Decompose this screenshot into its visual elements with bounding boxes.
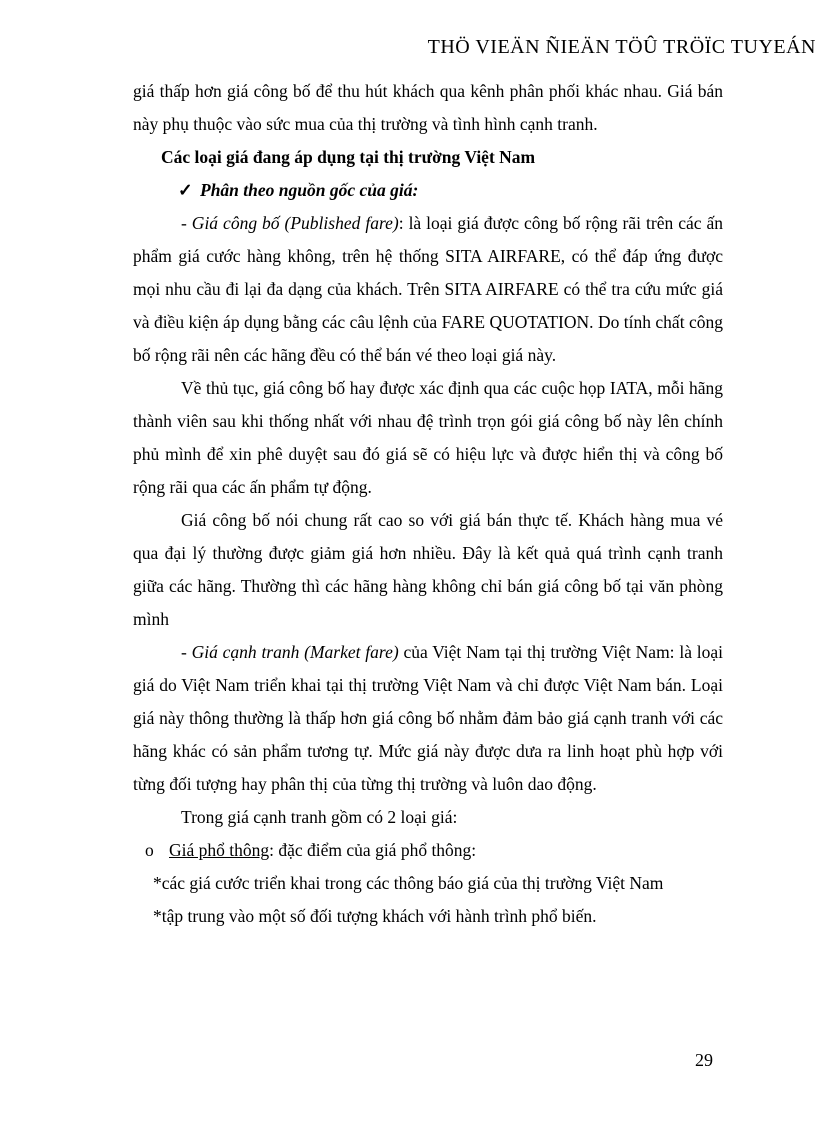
- star-line-1: *các giá cước triển khai trong các thông báo giá của thị trường Việt Nam: [153, 873, 664, 893]
- paragraph-intro: giá thấp hơn giá công bố để thu hút khách qua kênh phân phối khác nhau. Giá bán này phụ thuộc vào sức mua của thị trường và tình hình cạnh tranh.: [133, 81, 723, 134]
- section-heading: Các loại giá đang áp dụng tại thị trường Việt Nam: [161, 147, 536, 167]
- paragraph-types: Trong giá cạnh tranh gồm có 2 loại giá:: [181, 807, 458, 827]
- published-fare-text: : là loại giá được công bố rộng rãi trên các ấn phẩm giá cước hàng không, trên hệ thống SITA AIRFARE, có thể đáp ứng được mọi nhu cầu đi lại đa dạng của khách. Trên SITA AIRFARE có thể tra cứu mức giá và điều kiện áp dụng bằng các câu lệnh của FARE QUOTATION. Do tính chất công bố rộng rãi nên các hãng đều có thể bán vé theo loại giá này.: [133, 213, 723, 365]
- market-fare-text: của Việt Nam tại thị trường Việt Nam: là loại giá do Việt Nam triển khai tại thị trường Việt Nam và chỉ được Việt Nam bán. Loại giá này thông thường là thấp hơn giá công bố nhằm đảm bảo giá cạnh tranh với các hãng khác có sản phẩm tương tự. Mức giá này được dưa ra linh hoạt phù hợp với từng đối tượng hay phân thị của từng thị trường và luôn dao động.: [133, 642, 723, 794]
- library-header: THÖ VIEÄN ÑIEÄN TÖÛ TRÖÏC TUYEÁN: [427, 36, 816, 58]
- paragraph-published-fare: [133, 207, 723, 372]
- checkmark-icon: ✓: [178, 180, 193, 200]
- subheading: [178, 174, 723, 207]
- paragraph-procedure: Về thủ tục, giá công bố hay được xác định qua các cuộc họp IATA, mỗi hãng thành viên sau khi thống nhất với nhau đệ trình trọn gói giá công bố này lên chính phủ mình để xin phê duyệt sau đó giá sẽ có hiệu lực và được hiển thị và công bố rộng rãi qua các ấn phẩm tự động.: [133, 378, 723, 497]
- bullet-term: Giá phổ thông: [169, 840, 270, 860]
- paragraph-market-fare: [133, 636, 723, 801]
- page-number: 29: [695, 1050, 713, 1070]
- published-fare-term: - Giá công bố (Published fare): [181, 213, 399, 233]
- bullet-text: : đặc điểm của giá phổ thông:: [269, 840, 477, 860]
- paragraph-general: Giá công bố nói chung rất cao so với giá bán thực tế. Khách hàng mua vé qua đại lý thường được giảm giá hơn nhiều. Đây là kết quả quá trình cạnh tranh giữa các hãng. Thường thì các hãng hàng không chỉ bán giá công bố tại văn phòng mình: [133, 510, 723, 629]
- star-line-2: *tập trung vào một số đối tượng khách với hành trình phổ biến.: [153, 906, 597, 926]
- circle-bullet-icon: o: [145, 840, 154, 860]
- page-body: [133, 75, 723, 933]
- bullet-item: [145, 834, 723, 867]
- market-fare-term: - Giá cạnh tranh (Market fare): [181, 642, 399, 662]
- subheading-text: Phân theo nguồn gốc của giá:: [200, 180, 419, 200]
